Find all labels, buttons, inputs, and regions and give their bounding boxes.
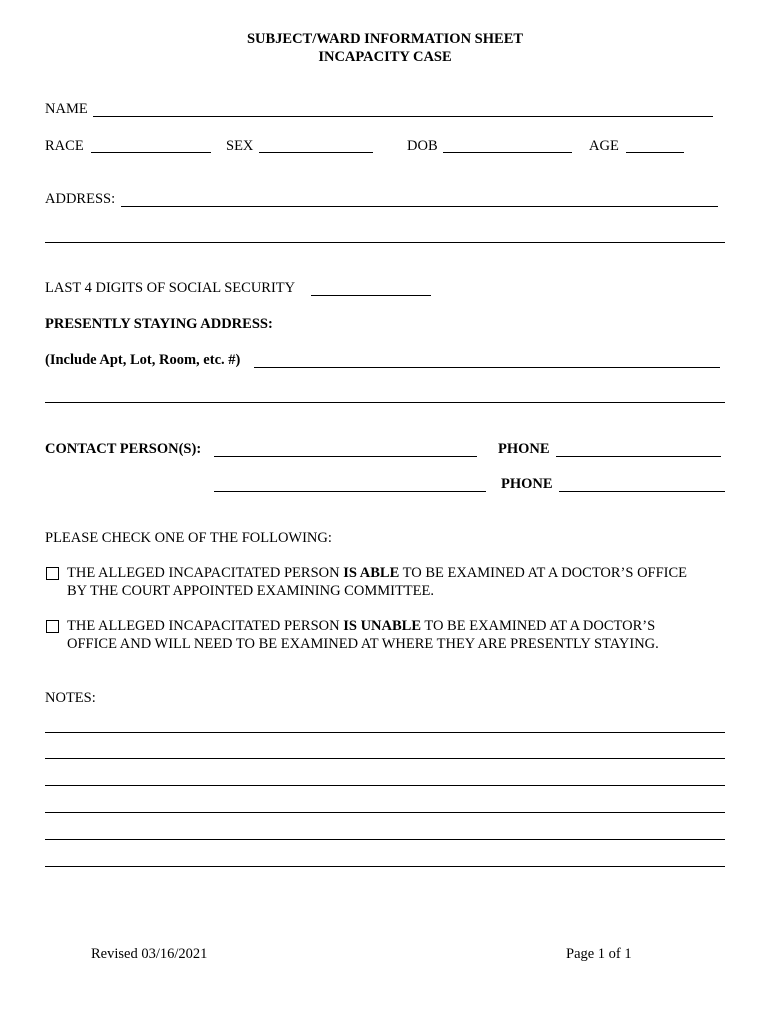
unable-checkbox[interactable]	[46, 620, 59, 633]
name-field[interactable]	[93, 116, 713, 117]
able-option-line1	[67, 564, 687, 582]
address-label: ADDRESS:	[45, 191, 116, 207]
contact-field-1[interactable]	[214, 456, 477, 457]
notes-line[interactable]	[45, 866, 725, 867]
able-option-pre: THE ALLEGED INCAPACITATED PERSON	[67, 565, 344, 581]
notes-line[interactable]	[45, 758, 725, 759]
address-field-line2[interactable]	[45, 242, 725, 243]
dob-label: DOB	[407, 138, 438, 154]
presently-staying-field-line2[interactable]	[45, 402, 725, 403]
contact-label: CONTACT PERSON(S):	[45, 441, 202, 457]
unable-option-bold: IS UNABLE	[343, 618, 421, 634]
form-title: SUBJECT/WARD INFORMATION SHEET	[246, 31, 524, 47]
sex-field[interactable]	[259, 152, 373, 153]
revised-date: Revised 03/16/2021	[91, 946, 208, 962]
age-label: AGE	[589, 138, 619, 154]
phone-field-2[interactable]	[559, 491, 725, 492]
race-field[interactable]	[91, 152, 211, 153]
notes-label: NOTES:	[45, 690, 96, 706]
able-option-line2: BY THE COURT APPOINTED EXAMINING COMMITTEE.	[67, 583, 434, 599]
able-option-bold: IS ABLE	[343, 565, 400, 581]
unable-option-post: TO BE EXAMINED AT A DOCTOR’S	[421, 618, 656, 634]
include-apt-label: (Include Apt, Lot, Room, etc. #)	[45, 352, 241, 368]
ssn-field[interactable]	[311, 295, 431, 296]
unable-option-line2: OFFICE AND WILL NEED TO BE EXAMINED AT WHERE THEY ARE PRESENTLY STAYING.	[67, 636, 659, 652]
presently-staying-label: PRESENTLY STAYING ADDRESS:	[45, 316, 273, 332]
name-label: NAME	[45, 101, 88, 117]
form-subtitle: INCAPACITY CASE	[318, 49, 452, 65]
able-checkbox[interactable]	[46, 567, 59, 580]
address-field-line1[interactable]	[121, 206, 718, 207]
notes-line[interactable]	[45, 785, 725, 786]
notes-line[interactable]	[45, 812, 725, 813]
check-prompt: PLEASE CHECK ONE OF THE FOLLOWING:	[45, 530, 332, 546]
phone-field-1[interactable]	[556, 456, 721, 457]
age-field[interactable]	[626, 152, 684, 153]
unable-option-pre: THE ALLEGED INCAPACITATED PERSON	[67, 618, 344, 634]
page-number: Page 1 of 1	[566, 946, 632, 962]
phone-label-1: PHONE	[498, 441, 550, 457]
race-label: RACE	[45, 138, 84, 154]
dob-field[interactable]	[443, 152, 572, 153]
ssn-label: LAST 4 DIGITS OF SOCIAL SECURITY	[45, 280, 296, 296]
phone-label-2: PHONE	[501, 476, 553, 492]
presently-staying-field-line1[interactable]	[254, 367, 720, 368]
sex-label: SEX	[226, 138, 254, 154]
unable-option-line1	[67, 617, 655, 635]
notes-line[interactable]	[45, 839, 725, 840]
able-option-post: TO BE EXAMINED AT A DOCTOR’S OFFICE	[399, 565, 688, 581]
contact-field-2[interactable]	[214, 491, 486, 492]
notes-line[interactable]	[45, 732, 725, 733]
